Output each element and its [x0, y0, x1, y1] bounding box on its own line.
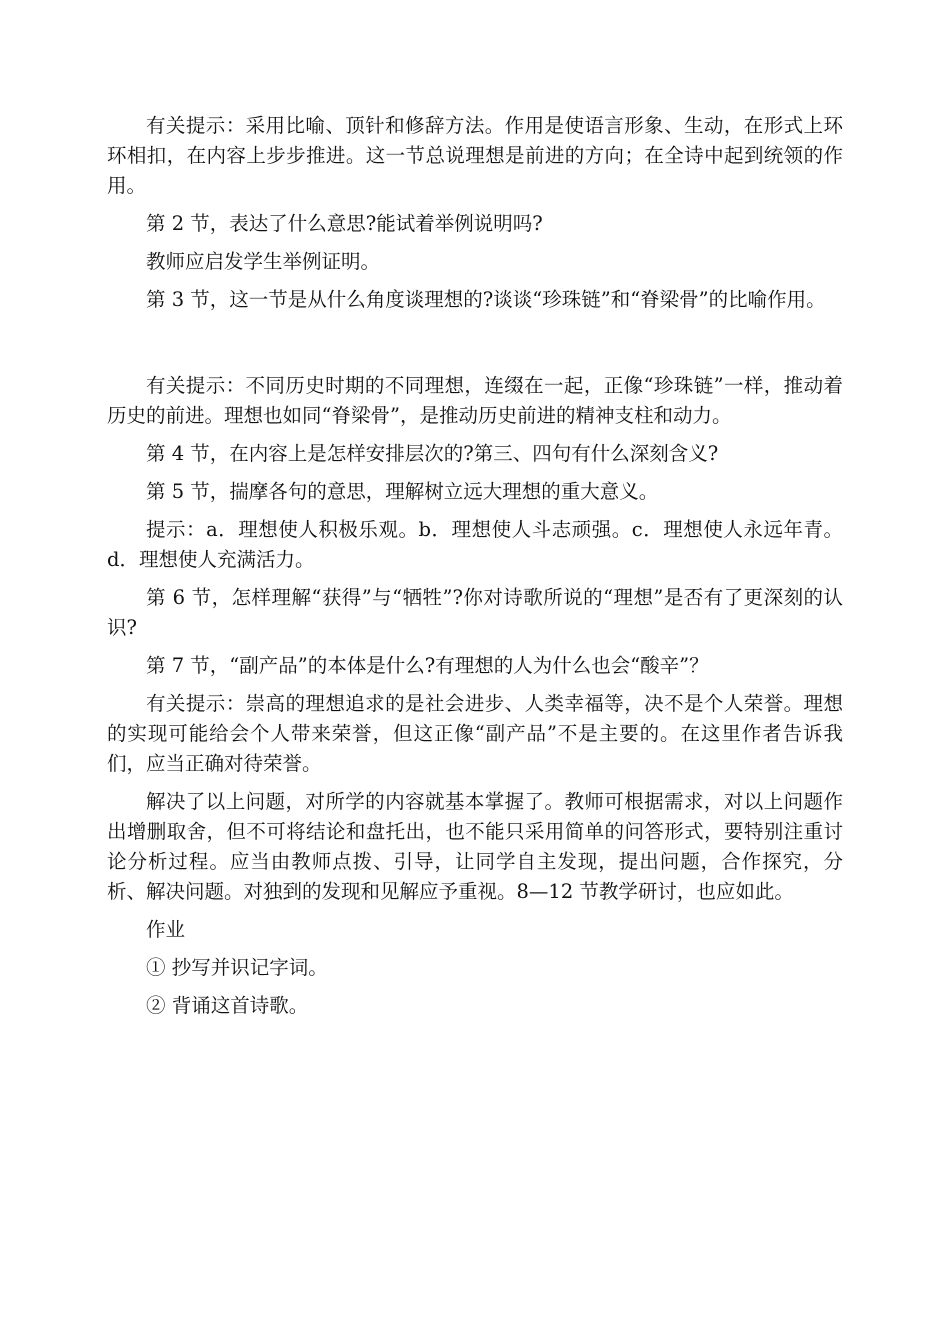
- paragraph-hint-section-1: 有关提示：采用比喻、顶针和修辞方法。作用是使语言形象、生动，在形式上环环相扣，在内容上步步推进。这一节总说理想是前进的方向；在全诗中起到统领的作用。: [107, 114, 843, 197]
- paragraph-hint-section-7: 有关提示：崇高的理想追求的是社会进步、人类幸福等，决不是个人荣誉。理想的实现可能给会个人带来荣誉，但这正像“副产品”不是主要的。在这里作者告诉我们，应当正确对待荣誉。: [107, 692, 843, 775]
- paragraph-question-section-2: 第 2 节，表达了什么意思?能试着举例说明吗?: [146, 212, 543, 235]
- paragraph-homework-heading: 作业: [146, 918, 186, 941]
- paragraph-teacher-note: 教师应启发学生举例证明。: [146, 250, 381, 273]
- paragraph-hint-section-3: 有关提示：不同历史时期的不同理想，连缀在一起，正像“珍珠链”一样，推动着历史的前进。理想也如同“脊梁骨”，是推动历史前进的精神支柱和动力。: [107, 374, 843, 427]
- paragraph-question-section-4: 第 4 节，在内容上是怎样安排层次的?第三、四句有什么深刻含义?: [146, 442, 719, 465]
- paragraph-question-section-6: 第 6 节，怎样理解“获得”与“牺牲”?你对诗歌所说的“理想”是否有了更深刻的认识?: [107, 586, 843, 639]
- paragraph-hint-section-5: 提示：a．理想使人积极乐观。b．理想使人斗志顽强。c．理想使人永远年青。d．理想使人充满活力。: [107, 518, 843, 571]
- paragraph-question-section-5: 第 5 节，揣摩各句的意思，理解树立远大理想的重大意义。: [146, 480, 659, 503]
- paragraph-question-section-3: 第 3 节，这一节是从什么角度谈理想的?谈谈“珍珠链”和“脊梁骨”的比喻作用。: [146, 288, 826, 311]
- homework-item-2: ② 背诵这首诗歌。: [146, 994, 309, 1017]
- document-body: [107, 111, 843, 1029]
- paragraph-summary: 解决了以上问题，对所学的内容就基本掌握了。教师可根据需求，对以上问题作出增删取舍，但不可将结论和盘托出，也不能只采用简单的问答形式，要特别注重讨论分析过程。应当由教师点拨、引导，让同学自主发现，提出问题，合作探究，分析、解决问题。对独到的发现和见解应予重视。8—12 节教学研讨，也应如此。: [107, 790, 843, 903]
- homework-item-1: ① 抄写并识记字词。: [146, 956, 328, 979]
- paragraph-question-section-7: 第 7 节，“副产品”的本体是什么?有理想的人为什么也会“酸辛”？: [146, 654, 709, 677]
